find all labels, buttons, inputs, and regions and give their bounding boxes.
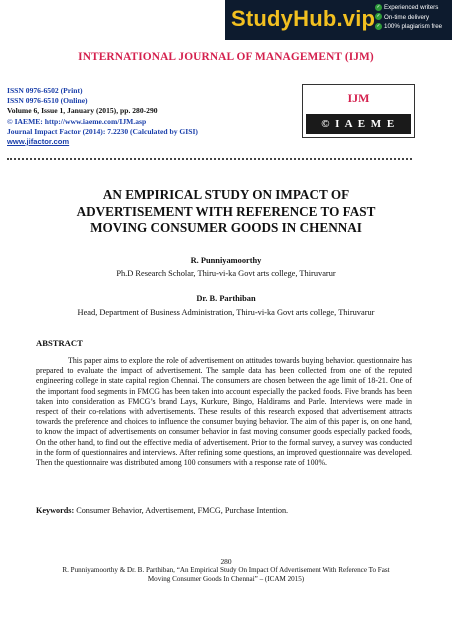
banner-feature-list	[375, 3, 442, 32]
studyhub-logo: StudyHub.vip	[231, 6, 376, 31]
citation-footer: R. Punniyamoorthy & Dr. B. Parthiban, “An Empirical Study On Impact Of Advertisement With Reference To Fast Moving Consumer Goods In Chennai” – (ICAM 2015)	[62, 566, 390, 584]
check-icon: ✓	[376, 3, 381, 10]
banner-feature: ✓ 100% plagiarism free	[376, 23, 443, 31]
journal-meta	[7, 86, 198, 147]
issn-print: ISSN 0976-6502 (Print)	[7, 86, 83, 95]
keywords	[36, 506, 412, 515]
jifactor-link[interactable]: www.jifactor.com	[7, 137, 70, 147]
author-name: Dr. B. Parthiban	[196, 294, 256, 303]
keywords-list: Consumer Behavior, Advertisement, FMCG, Purchase Intention.	[74, 506, 289, 515]
page-number: 280	[220, 557, 232, 566]
impact-factor: Journal Impact Factor (2014): 7.2230 (Calculated by GISI)	[7, 126, 198, 136]
volume-info: Volume 6, Issue 1, January (2015), pp. 280-290	[7, 106, 158, 116]
ijm-badge	[302, 84, 415, 138]
banner-feature: ✓ Experienced writers	[376, 3, 439, 11]
abstract-heading: ABSTRACT	[36, 338, 83, 348]
author-affiliation: Head, Department of Business Administration, Thiru-vi-ka Govt arts college, Thiruvarur	[77, 308, 375, 317]
journal-url[interactable]: © IAEME: http://www.iaeme.com/IJM.asp	[7, 116, 147, 126]
check-icon: ✓	[376, 13, 381, 20]
abstract-text: This paper aims to explore the role of advertisement on attitudes towards buying behavior. questionnaire has prepared to evaluate the impact of advertisement. The sample data has been collected from one of the reputed engineering college in state capital region Chennai. The consumers are chosen between the age limit of 18-21. One of the important food segments in FMCG has been taken into account especially the packed foods. Five brands has been taken into consideration as FMCG’s brand Lays, Kurkure, Bingo, Haldirams and Parle. Interviews were made in respect of their co-relations with advertisements. These results of this research exposed that advertisement attracts towards the preference and choices to influence the consumer buying behavior. The aim of this paper is, on one hand, to know the impact of advertisements on consumer behavior in fast moving consumer goods especially packed foods, On the other hand, to find out the effective media of advertisement. Prior to the formal survey, a survey was conducted in the form of questionnaires and interviews. After refining some questions, an improved questionnaire was developed. Then the questionnaire was distributed among 100 consumers with a response rate of 100%.	[36, 356, 412, 468]
author-affiliation: Ph.D Research Scholar, Thiru-vi-ka Govt arts college, Thiruvarur	[116, 269, 336, 278]
keywords-label: Keywords:	[36, 506, 75, 515]
promo-banner[interactable]	[225, 0, 452, 40]
author-name: R. Punniyamoorthy	[190, 256, 262, 265]
issn-online: ISSN 0976-6510 (Online)	[7, 96, 88, 106]
journal-title: INTERNATIONAL JOURNAL OF MANAGEMENT (IJM)	[78, 51, 374, 63]
dotted-divider	[7, 158, 412, 160]
banner-feature: ✓ On-time delivery	[376, 13, 430, 21]
paper-title: AN EMPIRICAL STUDY ON IMPACT OF ADVERTISEMENT WITH REFERENCE TO FAST MOVING CONSUMER GOODS IN CHENNAI	[76, 187, 376, 235]
badge-iaeme-text: © I A E M E	[306, 114, 411, 134]
badge-ijm-text: IJM	[347, 91, 370, 105]
check-icon: ✓	[376, 23, 381, 30]
